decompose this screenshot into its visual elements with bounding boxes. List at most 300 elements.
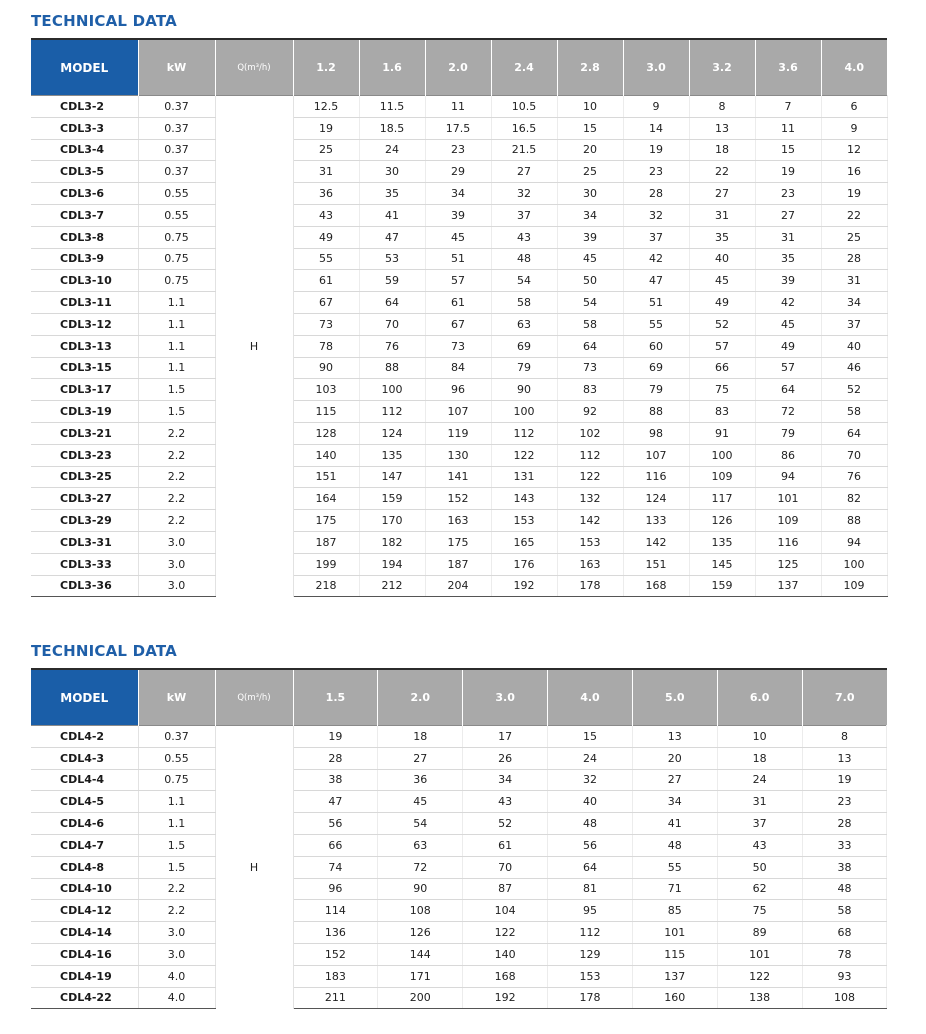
head-value-cell: 125 — [755, 553, 821, 575]
head-value-cell: 23 — [425, 139, 491, 161]
head-value-cell: 55 — [632, 856, 717, 878]
head-value-cell: 141 — [425, 466, 491, 488]
head-value-cell: 45 — [755, 313, 821, 335]
head-value-cell: 124 — [623, 488, 689, 510]
head-value-cell: 49 — [755, 335, 821, 357]
head-value-cell: 19 — [293, 726, 378, 748]
power-cell: 0.37 — [138, 96, 215, 118]
head-value-cell: 85 — [632, 900, 717, 922]
head-value-cell: 45 — [378, 791, 463, 813]
model-cell: CDL3-4 — [31, 139, 138, 161]
head-value-cell: 23 — [623, 161, 689, 183]
head-value-cell: 14 — [623, 117, 689, 139]
head-value-cell: 64 — [359, 292, 425, 314]
head-value-cell: 152 — [293, 943, 378, 965]
head-value-cell: 109 — [821, 575, 887, 597]
head-value-cell: 160 — [632, 987, 717, 1009]
head-value-cell: 75 — [717, 900, 802, 922]
table-row — [31, 769, 887, 791]
head-value-cell: 116 — [623, 466, 689, 488]
power-cell: 1.1 — [138, 335, 215, 357]
head-value-cell: 26 — [463, 747, 548, 769]
table-row — [31, 422, 887, 444]
head-value-cell: 116 — [755, 531, 821, 553]
head-value-cell: 30 — [557, 183, 623, 205]
table-row — [31, 226, 887, 248]
power-cell: 0.75 — [138, 769, 215, 791]
head-value-cell: 126 — [378, 922, 463, 944]
head-value-cell: 19 — [755, 161, 821, 183]
table-row — [31, 510, 887, 532]
head-value-cell: 100 — [821, 553, 887, 575]
section-title-cdl3: TECHNICAL DATA — [31, 12, 177, 30]
head-value-cell: 59 — [359, 270, 425, 292]
table-row — [31, 987, 887, 1009]
model-cell: CDL3-13 — [31, 335, 138, 357]
head-value-cell: 54 — [491, 270, 557, 292]
head-value-cell: 74 — [293, 856, 378, 878]
power-cell: 1.5 — [138, 834, 215, 856]
head-value-cell: 31 — [293, 161, 359, 183]
table-row — [31, 161, 887, 183]
head-value-cell: 18 — [689, 139, 755, 161]
head-value-cell: 140 — [293, 444, 359, 466]
head-value-cell: 128 — [293, 422, 359, 444]
power-cell: 1.1 — [138, 357, 215, 379]
table-row — [31, 357, 887, 379]
head-value-cell: 94 — [755, 466, 821, 488]
table-row — [31, 922, 887, 944]
power-cell: 0.37 — [138, 139, 215, 161]
head-value-cell: 108 — [378, 900, 463, 922]
model-cell: CDL4-4 — [31, 769, 138, 791]
head-value-cell: 8 — [802, 726, 887, 748]
head-value-cell: 43 — [293, 204, 359, 226]
head-value-cell: 61 — [425, 292, 491, 314]
head-value-cell: 13 — [689, 117, 755, 139]
head-value-cell: 46 — [821, 357, 887, 379]
head-value-cell: 48 — [632, 834, 717, 856]
head-value-cell: 49 — [293, 226, 359, 248]
head-value-cell: 137 — [632, 965, 717, 987]
head-value-cell: 79 — [491, 357, 557, 379]
head-value-cell: 18.5 — [359, 117, 425, 139]
head-value-cell: 9 — [623, 96, 689, 118]
header-flow-value: 2.0 — [425, 39, 491, 96]
head-value-cell: 102 — [557, 422, 623, 444]
head-value-cell: 40 — [821, 335, 887, 357]
head-value-cell: 32 — [623, 204, 689, 226]
table-row — [31, 117, 887, 139]
head-value-cell: 72 — [378, 856, 463, 878]
table-row — [31, 96, 887, 118]
head-value-cell: 25 — [821, 226, 887, 248]
head-value-cell: 119 — [425, 422, 491, 444]
head-value-cell: 12 — [821, 139, 887, 161]
head-value-cell: 211 — [293, 987, 378, 1009]
table-row — [31, 553, 887, 575]
head-value-cell: 52 — [463, 813, 548, 835]
head-value-cell: 64 — [548, 856, 633, 878]
power-cell: 3.0 — [138, 553, 215, 575]
head-value-cell: 100 — [359, 379, 425, 401]
power-cell: 2.2 — [138, 900, 215, 922]
head-value-cell: 43 — [491, 226, 557, 248]
head-value-cell: 143 — [491, 488, 557, 510]
head-value-cell: 13 — [802, 747, 887, 769]
table-row — [31, 401, 887, 423]
head-value-cell: 16.5 — [491, 117, 557, 139]
head-value-cell: 100 — [491, 401, 557, 423]
model-cell: CDL4-10 — [31, 878, 138, 900]
power-cell: 3.0 — [138, 575, 215, 597]
table-row — [31, 248, 887, 270]
table-row — [31, 813, 887, 835]
head-value-cell: 9 — [821, 117, 887, 139]
head-value-cell: 35 — [359, 183, 425, 205]
head-value-cell: 58 — [802, 900, 887, 922]
head-value-cell: 52 — [821, 379, 887, 401]
head-value-cell: 35 — [755, 248, 821, 270]
model-cell: CDL4-12 — [31, 900, 138, 922]
model-cell: CDL4-8 — [31, 856, 138, 878]
header-flow-value: 2.4 — [491, 39, 557, 96]
model-cell: CDL3-8 — [31, 226, 138, 248]
head-value-cell: 43 — [463, 791, 548, 813]
model-cell: CDL3-17 — [31, 379, 138, 401]
header-flow-value: 3.2 — [689, 39, 755, 96]
head-value-cell: 103 — [293, 379, 359, 401]
head-value-cell: 17 — [463, 726, 548, 748]
head-value-cell: 10 — [557, 96, 623, 118]
technical-data-table-cdl4 — [31, 668, 887, 1009]
header-flow-value: 3.0 — [463, 669, 548, 726]
head-value-cell: 13 — [632, 726, 717, 748]
head-value-cell: 83 — [557, 379, 623, 401]
header-row — [31, 669, 887, 726]
head-value-cell: 178 — [557, 575, 623, 597]
head-value-cell: 64 — [821, 422, 887, 444]
header-flow-value: 6.0 — [717, 669, 802, 726]
header-flow-value: 5.0 — [632, 669, 717, 726]
head-value-cell: 137 — [755, 575, 821, 597]
power-cell: 2.2 — [138, 444, 215, 466]
model-cell: CDL4-16 — [31, 943, 138, 965]
head-value-cell: 69 — [491, 335, 557, 357]
header-flow-value: 2.0 — [378, 669, 463, 726]
head-value-cell: 135 — [359, 444, 425, 466]
header-kw: kW — [138, 669, 215, 726]
model-cell: CDL3-33 — [31, 553, 138, 575]
head-value-cell: 88 — [359, 357, 425, 379]
head-value-cell: 41 — [632, 813, 717, 835]
head-value-cell: 70 — [463, 856, 548, 878]
head-value-cell: 63 — [378, 834, 463, 856]
head-value-cell: 47 — [293, 791, 378, 813]
power-cell: 2.2 — [138, 466, 215, 488]
table-row — [31, 466, 887, 488]
head-value-cell: 34 — [463, 769, 548, 791]
head-value-cell: 38 — [802, 856, 887, 878]
table-row — [31, 747, 887, 769]
table-row — [31, 335, 887, 357]
head-value-cell: 78 — [802, 943, 887, 965]
head-value-cell: 10 — [717, 726, 802, 748]
model-cell: CDL4-14 — [31, 922, 138, 944]
head-value-cell: 122 — [491, 444, 557, 466]
model-cell: CDL3-3 — [31, 117, 138, 139]
model-cell: CDL3-10 — [31, 270, 138, 292]
head-value-cell: 39 — [557, 226, 623, 248]
head-value-cell: 47 — [623, 270, 689, 292]
table-row — [31, 834, 887, 856]
head-value-cell: 6 — [821, 96, 887, 118]
head-value-cell: 168 — [623, 575, 689, 597]
head-value-cell: 55 — [293, 248, 359, 270]
head-value-cell: 78 — [293, 335, 359, 357]
power-cell: 0.37 — [138, 117, 215, 139]
power-cell: 0.75 — [138, 226, 215, 248]
head-value-cell: 25 — [293, 139, 359, 161]
head-value-cell: 187 — [425, 553, 491, 575]
head-value-cell: 11 — [425, 96, 491, 118]
head-value-cell: 151 — [293, 466, 359, 488]
head-value-cell: 50 — [557, 270, 623, 292]
table-row — [31, 270, 887, 292]
head-value-cell: 20 — [632, 747, 717, 769]
head-value-cell: 34 — [425, 183, 491, 205]
power-cell: 1.1 — [138, 813, 215, 835]
power-cell: 3.0 — [138, 943, 215, 965]
head-value-cell: 15 — [557, 117, 623, 139]
head-value-cell: 96 — [293, 878, 378, 900]
head-value-cell: 175 — [293, 510, 359, 532]
power-cell: 2.2 — [138, 488, 215, 510]
table-row — [31, 856, 887, 878]
head-value-cell: 32 — [491, 183, 557, 205]
head-value-cell: 108 — [802, 987, 887, 1009]
head-value-cell: 18 — [378, 726, 463, 748]
head-value-cell: 52 — [689, 313, 755, 335]
power-cell: 1.5 — [138, 379, 215, 401]
head-value-cell: 57 — [689, 335, 755, 357]
head-value-cell: 182 — [359, 531, 425, 553]
head-value-cell: 45 — [557, 248, 623, 270]
header-flow-unit: Q(m³/h) — [215, 39, 293, 96]
model-cell: CDL3-7 — [31, 204, 138, 226]
head-value-cell: 30 — [359, 161, 425, 183]
head-value-cell: 90 — [293, 357, 359, 379]
head-value-cell: 178 — [548, 987, 633, 1009]
head-value-cell: 11.5 — [359, 96, 425, 118]
head-value-cell: 165 — [491, 531, 557, 553]
head-value-cell: 109 — [755, 510, 821, 532]
model-cell: CDL4-6 — [31, 813, 138, 835]
model-cell: CDL4-3 — [31, 747, 138, 769]
table-row — [31, 531, 887, 553]
head-value-cell: 142 — [623, 531, 689, 553]
head-value-cell: 36 — [378, 769, 463, 791]
table-row — [31, 900, 887, 922]
head-value-cell: 79 — [755, 422, 821, 444]
head-value-cell: 22 — [689, 161, 755, 183]
head-value-cell: 87 — [463, 878, 548, 900]
head-value-cell: 33 — [802, 834, 887, 856]
head-value-cell: 27 — [689, 183, 755, 205]
model-cell: CDL3-15 — [31, 357, 138, 379]
head-value-cell: 133 — [623, 510, 689, 532]
head-value-cell: 15 — [548, 726, 633, 748]
head-value-cell: 51 — [425, 248, 491, 270]
head-value-cell: 129 — [548, 943, 633, 965]
head-value-cell: 32 — [548, 769, 633, 791]
head-value-cell: 57 — [755, 357, 821, 379]
head-value-cell: 34 — [821, 292, 887, 314]
head-value-cell: 86 — [755, 444, 821, 466]
head-value-cell: 58 — [821, 401, 887, 423]
head-value-cell: 37 — [821, 313, 887, 335]
head-value-cell: 29 — [425, 161, 491, 183]
head-value-cell: 48 — [491, 248, 557, 270]
head-value-cell: 90 — [491, 379, 557, 401]
head-value-cell: 163 — [425, 510, 491, 532]
head-value-cell: 53 — [359, 248, 425, 270]
head-value-cell: 140 — [463, 943, 548, 965]
head-value-cell: 40 — [689, 248, 755, 270]
head-value-cell: 112 — [548, 922, 633, 944]
head-value-cell: 56 — [548, 834, 633, 856]
table-row — [31, 444, 887, 466]
head-value-cell: 163 — [557, 553, 623, 575]
head-value-cell: 28 — [293, 747, 378, 769]
head-value-cell: 70 — [359, 313, 425, 335]
power-cell: 4.0 — [138, 987, 215, 1009]
head-value-cell: 8 — [689, 96, 755, 118]
head-value-cell: 43 — [717, 834, 802, 856]
head-value-cell: 83 — [689, 401, 755, 423]
head-value-cell: 101 — [632, 922, 717, 944]
power-cell: 2.2 — [138, 422, 215, 444]
head-value-cell: 25 — [557, 161, 623, 183]
head-value-cell: 23 — [755, 183, 821, 205]
head-value-cell: 51 — [623, 292, 689, 314]
head-value-cell: 60 — [623, 335, 689, 357]
header-flow-value: 2.8 — [557, 39, 623, 96]
head-value-cell: 24 — [717, 769, 802, 791]
header-model: MODEL — [31, 39, 138, 96]
head-value-cell: 79 — [623, 379, 689, 401]
head-value-cell: 199 — [293, 553, 359, 575]
head-value-cell: 170 — [359, 510, 425, 532]
table-row — [31, 943, 887, 965]
head-value-cell: 19 — [293, 117, 359, 139]
head-value-cell: 54 — [557, 292, 623, 314]
power-cell: 0.37 — [138, 161, 215, 183]
head-value-cell: 37 — [491, 204, 557, 226]
head-value-cell: 18 — [717, 747, 802, 769]
header-model: MODEL — [31, 669, 138, 726]
head-value-cell: 73 — [425, 335, 491, 357]
model-cell: CDL3-36 — [31, 575, 138, 597]
head-value-cell: 31 — [755, 226, 821, 248]
header-flow-value: 1.5 — [293, 669, 378, 726]
head-value-cell: 95 — [548, 900, 633, 922]
head-value-cell: 204 — [425, 575, 491, 597]
head-value-cell: 56 — [293, 813, 378, 835]
head-value-cell: 112 — [359, 401, 425, 423]
model-cell: CDL3-21 — [31, 422, 138, 444]
head-value-cell: 112 — [491, 422, 557, 444]
head-value-cell: 115 — [293, 401, 359, 423]
power-cell: 2.2 — [138, 510, 215, 532]
head-value-cell: 136 — [293, 922, 378, 944]
head-value-cell: 23 — [802, 791, 887, 813]
head-value-cell: 135 — [689, 531, 755, 553]
head-value-cell: 24 — [548, 747, 633, 769]
head-value-cell: 130 — [425, 444, 491, 466]
head-value-cell: 19 — [623, 139, 689, 161]
model-cell: CDL3-5 — [31, 161, 138, 183]
head-label-cell: H — [215, 96, 293, 597]
head-value-cell: 122 — [463, 922, 548, 944]
power-cell: 2.2 — [138, 878, 215, 900]
head-value-cell: 61 — [293, 270, 359, 292]
power-cell: 0.55 — [138, 747, 215, 769]
head-value-cell: 72 — [755, 401, 821, 423]
head-value-cell: 70 — [821, 444, 887, 466]
head-value-cell: 183 — [293, 965, 378, 987]
head-value-cell: 159 — [689, 575, 755, 597]
power-cell: 0.75 — [138, 248, 215, 270]
power-cell: 1.5 — [138, 401, 215, 423]
head-value-cell: 153 — [491, 510, 557, 532]
head-value-cell: 27 — [755, 204, 821, 226]
head-value-cell: 187 — [293, 531, 359, 553]
head-value-cell: 35 — [689, 226, 755, 248]
header-flow-value: 1.6 — [359, 39, 425, 96]
head-value-cell: 50 — [717, 856, 802, 878]
head-value-cell: 28 — [821, 248, 887, 270]
head-value-cell: 76 — [359, 335, 425, 357]
head-value-cell: 64 — [557, 335, 623, 357]
head-value-cell: 28 — [802, 813, 887, 835]
head-value-cell: 176 — [491, 553, 557, 575]
head-value-cell: 145 — [689, 553, 755, 575]
head-value-cell: 16 — [821, 161, 887, 183]
table-row — [31, 575, 887, 597]
table-row — [31, 878, 887, 900]
head-value-cell: 81 — [548, 878, 633, 900]
model-cell: CDL4-19 — [31, 965, 138, 987]
head-value-cell: 93 — [802, 965, 887, 987]
head-value-cell: 109 — [689, 466, 755, 488]
model-cell: CDL4-22 — [31, 987, 138, 1009]
head-value-cell: 66 — [293, 834, 378, 856]
model-cell: CDL4-5 — [31, 791, 138, 813]
head-value-cell: 31 — [717, 791, 802, 813]
head-value-cell: 88 — [821, 510, 887, 532]
head-value-cell: 48 — [548, 813, 633, 835]
head-value-cell: 153 — [557, 531, 623, 553]
model-cell: CDL3-29 — [31, 510, 138, 532]
head-value-cell: 27 — [632, 769, 717, 791]
head-value-cell: 107 — [425, 401, 491, 423]
head-value-cell: 122 — [717, 965, 802, 987]
power-cell: 0.55 — [138, 204, 215, 226]
table-row — [31, 204, 887, 226]
head-value-cell: 164 — [293, 488, 359, 510]
head-value-cell: 132 — [557, 488, 623, 510]
